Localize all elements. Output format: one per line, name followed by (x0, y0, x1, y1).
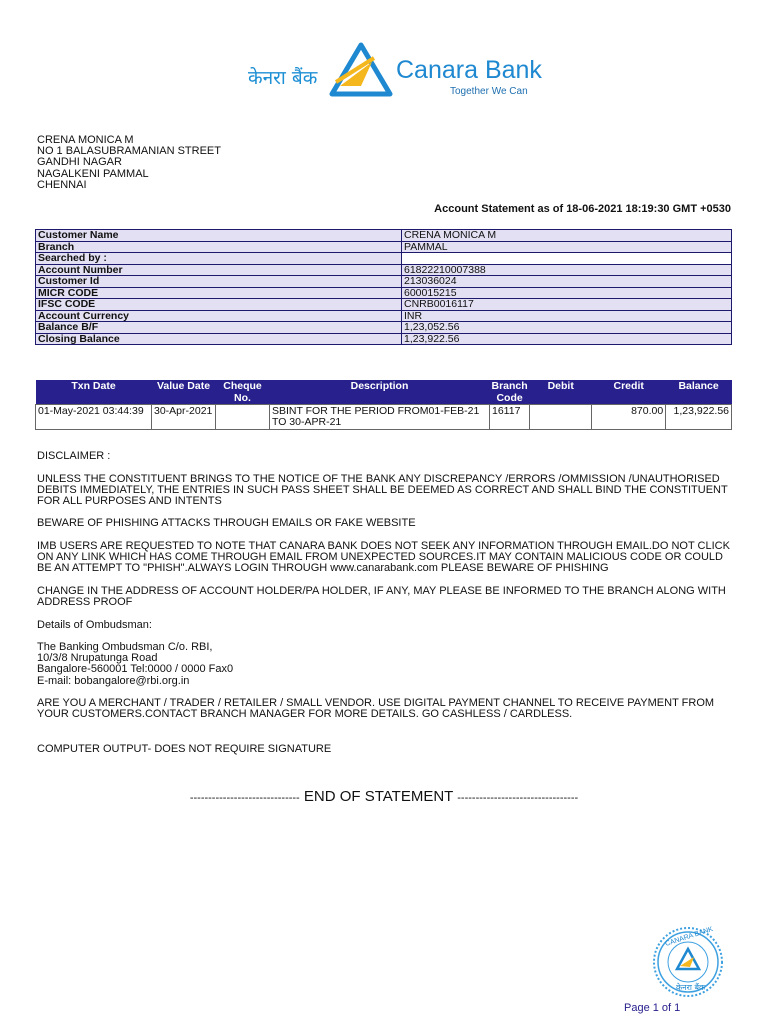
col-header-txn-date: Txn Date (36, 380, 152, 405)
transactions-table (35, 380, 732, 430)
info-label: Customer Id (36, 276, 402, 288)
info-value: CRENA MONICA M (402, 230, 732, 242)
statement-date: Account Statement as of 18-06-2021 18:19:30 GMT +0530 (434, 203, 731, 215)
stamp-bottom-text: केनरा बैंक (676, 983, 706, 992)
info-label: Account Currency (36, 310, 402, 322)
ombudsman-line: 10/3/8 Nrupatunga Road (37, 652, 158, 665)
info-row (36, 241, 732, 253)
computer-output-note: COMPUTER OUTPUT- DOES NOT REQUIRE SIGNATURE (37, 743, 332, 755)
info-row (36, 230, 732, 242)
bank-tagline: Together We Can (450, 86, 528, 97)
page-number: Page 1 of 1 (624, 1002, 681, 1014)
imb-notice: IMB USERS ARE REQUESTED TO NOTE THAT CANARA BANK DOES NOT SEEK ANY INFORMATION THROUGH EMAIL.DO NOT CLICK ON ANY LINK WHICH HAS COME THROUGH EMAIL FROM UNEXPECTED SOURCES.IT MAY CONTAIN MALICIOUS CODE OR COULD BE AN ATTEMPT TO "PHISH".ALWAYS LOGIN THROUGH www.canarabank.com PLEASE BEWARE OF PHISHING (37, 540, 730, 575)
branch-code-cell: 16117 (490, 405, 530, 430)
info-value: INR (402, 310, 732, 322)
info-row (36, 253, 732, 265)
info-label: Closing Balance (36, 333, 402, 345)
address-line: CHENNAI (37, 178, 87, 191)
info-value: 61822210007388 (402, 264, 732, 276)
col-header-credit: Credit (592, 380, 666, 405)
debit-cell (530, 405, 592, 430)
col-header-cheque-no: Cheque No. (216, 380, 270, 405)
cheque-no-cell (216, 405, 270, 430)
info-row (36, 299, 732, 311)
end-dashes-right: --------------------------------- (457, 792, 579, 804)
address-line: CRENA MONICA M (37, 134, 134, 146)
address-line: NO 1 BALASUBRAMANIAN STREET (37, 145, 221, 158)
end-dashes-left: ------------------------------ (189, 792, 300, 804)
info-label: Searched by : (36, 253, 402, 265)
info-value: 1,23,922.56 (402, 333, 732, 345)
info-label: Customer Name (36, 230, 402, 242)
phishing-warning: BEWARE OF PHISHING ATTACKS THROUGH EMAILS OR FAKE WEBSITE (37, 517, 416, 529)
address-line: GANDHI NAGAR (37, 156, 122, 169)
end-of-statement (0, 788, 768, 805)
col-header-value-date: Value Date (152, 380, 216, 405)
ombudsman-line: E-mail: bobangalore@rbi.org.in (37, 674, 190, 687)
info-value (402, 253, 732, 265)
customer-address (37, 135, 221, 191)
info-value: 600015215 (402, 287, 732, 299)
end-label: END OF STATEMENT (303, 788, 454, 805)
canara-bank-logo (248, 40, 548, 104)
address-line: NAGALKENI PAMMAL (37, 167, 149, 180)
transactions-header-row (36, 380, 732, 405)
txn-date-cell: 01-May-2021 03:44:39 (36, 405, 152, 430)
stamp-top-text: CANARA BANK (664, 926, 714, 948)
account-info-table (35, 229, 732, 345)
info-row (36, 287, 732, 299)
balance-cell: 1,23,922.56 (666, 405, 732, 430)
info-value: CNRB0016117 (402, 299, 732, 311)
description-cell: SBINT FOR THE PERIOD FROM01-FEB-21 TO 30-APR-21 (270, 405, 490, 430)
info-value: 213036024 (402, 276, 732, 288)
col-header-debit: Debit (530, 380, 592, 405)
bank-seal-stamp (652, 926, 724, 998)
info-value: 1,23,052.56 (402, 322, 732, 334)
info-row (36, 264, 732, 276)
col-header-description: Description (270, 380, 490, 405)
disclaimer-title: DISCLAIMER : (37, 450, 111, 462)
info-row (36, 276, 732, 288)
col-header-branch-code: Branch Code (491, 380, 528, 404)
ombudsman-title: Details of Ombudsman: (37, 619, 152, 631)
info-row (36, 322, 732, 334)
col-header-balance: Balance (666, 380, 732, 405)
info-label: Account Number (36, 264, 402, 276)
info-row (36, 333, 732, 345)
merchant-notice: ARE YOU A MERCHANT / TRADER / RETAILER / SMALL VENDOR. USE DIGITAL PAYMENT CHANNEL TO RECEIVE PAYMENT FROM YOUR CUSTOMERS.CONTACT BRANCH MANAGER FOR MORE DETAILS. GO CASHLESS / CARDLESS. (37, 697, 715, 721)
ombudsman-line: The Banking Ombudsman C/o. RBI, (37, 641, 213, 653)
info-row (36, 310, 732, 322)
ombudsman-line: Bangalore-560001 Tel:0000 / 0000 Fax0 (37, 663, 234, 676)
credit-cell: 870.00 (592, 405, 666, 430)
info-label: Branch (36, 241, 402, 253)
info-label: MICR CODE (36, 287, 402, 299)
table-row (36, 405, 732, 430)
ombudsman-details (37, 642, 737, 687)
bank-name-hindi: केनरा बैंक (248, 67, 318, 89)
info-label: IFSC CODE (36, 299, 402, 311)
disclaimer-paragraph: UNLESS THE CONSTITUENT BRINGS TO THE NOTICE OF THE BANK ANY DISCREPANCY /ERRORS /OMMISSION /UNAUTHORISED DEBITS IMMEDIATELY, THE ENTRIES IN SUCH PASS SHEET SHALL BE DEEMED AS CORRECT AND SHALL BIND THE CONSTITUENT FOR ALL PURPOSES AND INTENTS (37, 473, 728, 508)
value-date-cell: 30-Apr-2021 (152, 405, 216, 430)
info-value: PAMMAL (402, 241, 732, 253)
info-label: Balance B/F (36, 322, 402, 334)
address-change-notice: CHANGE IN THE ADDRESS OF ACCOUNT HOLDER/PA HOLDER, IF ANY, MAY PLEASE BE INFORMED TO THE BRANCH ALONG WITH ADDRESS PROOF (37, 585, 726, 609)
bank-name: Canara Bank (396, 56, 542, 84)
canara-triangle-icon (328, 42, 394, 100)
